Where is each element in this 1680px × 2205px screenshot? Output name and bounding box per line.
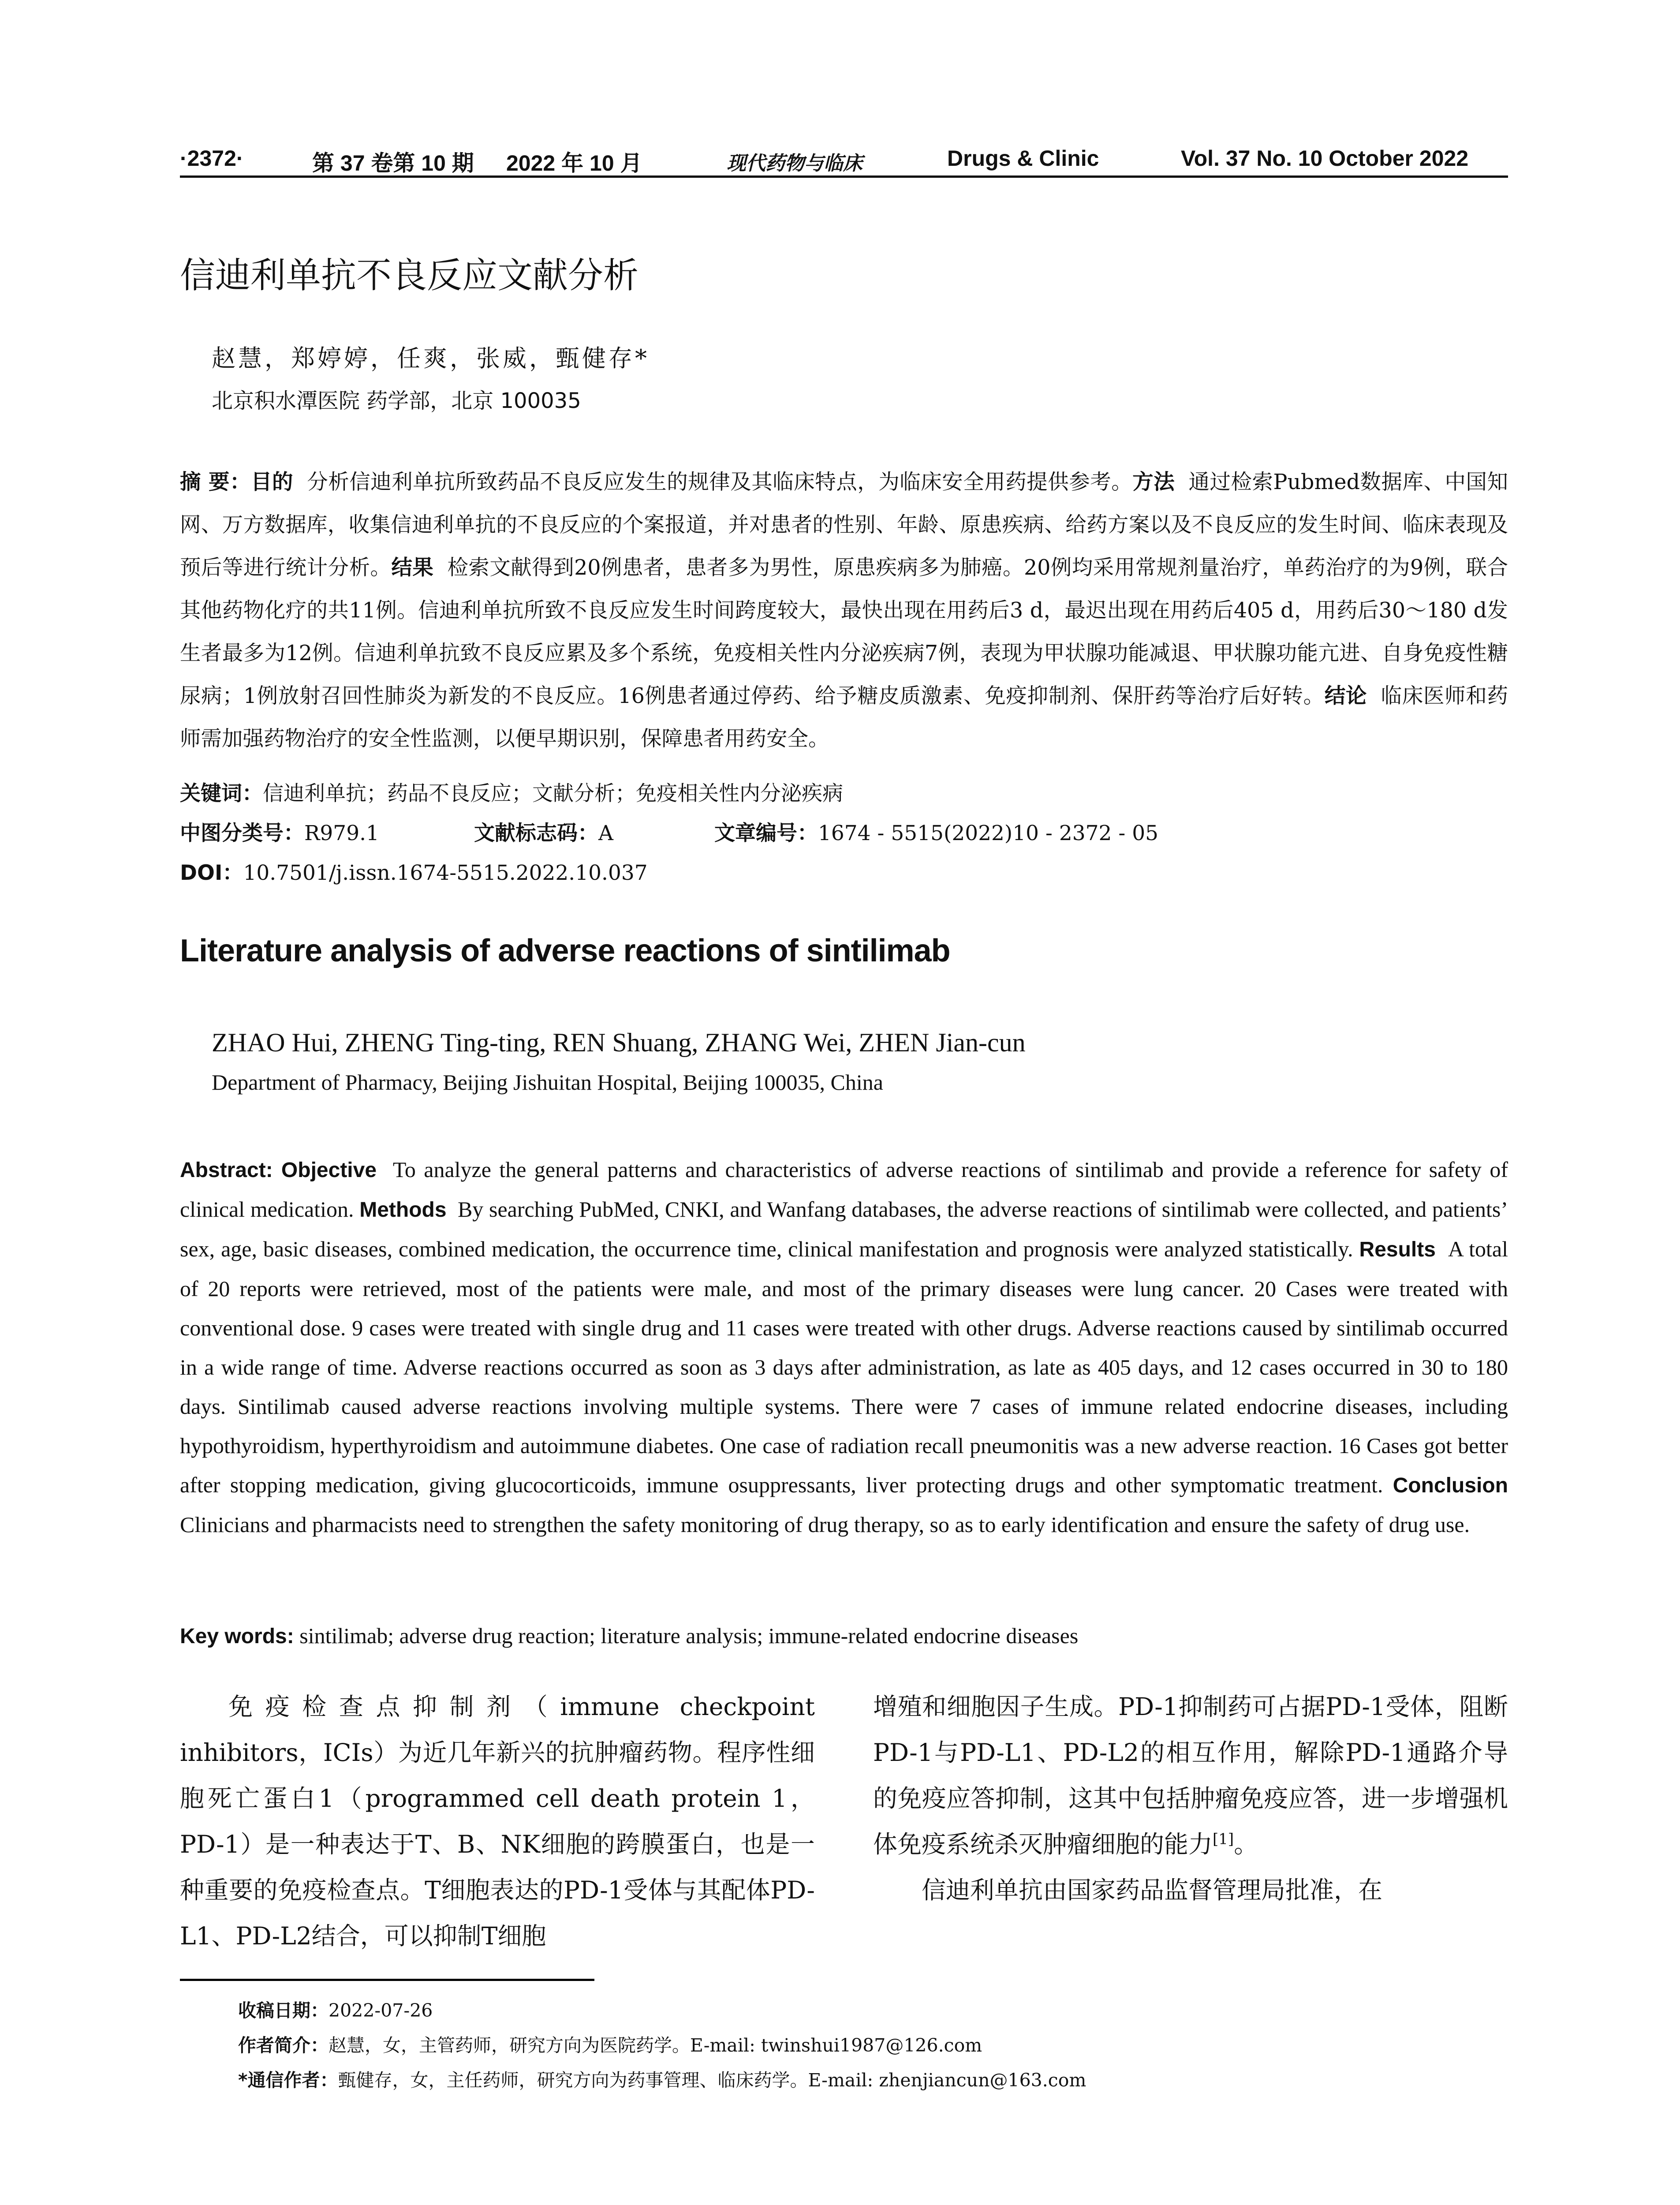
objective-cn: 分析信迪利单抗所致药品不良反应发生的规律及其临床特点，为临床安全用药提供参考。 [307,470,1133,494]
objective-label-cn: 目的 [251,470,294,494]
conclusion-cn: 临床医师和药师需加强药物治疗的安全性监测，以便早期识别，保障患者用药安全。 [180,684,1508,751]
doi-label: DOI： [180,861,243,885]
abstract-label-cn: 摘 要： [180,470,251,494]
body-paragraph: 信迪利单抗由国家药品监督管理局批准，在 [922,1876,1383,1904]
volume-cn: 第 37 卷第 10 期 [312,151,474,176]
methods-cn: 通过检索Pubmed数据库、中国知网、万方数据库，收集信迪利单抗的不良反应的个案报道，并对患者的性别、年龄、原患疾病、给药方案以及不良反应的发生时间、临床表现及预后等进行统计分析。 [180,470,1508,580]
results-en: A total of 20 reports were retrieved, most of the patients were male, and most of the primary diseases were lung cancer. 20 Cases were treated with conventional dose. 9 cases were treated with single drug and 11 cases were treated with other drugs. Adverse reactions caused by sintilimab occurred in a wide range of time. Adverse reactions occurred as soon as 3 days after administration, as late as 405 days, and 12 cases occurred in 30 to 180 days. Sintilimab caused adverse reactions involving multiple systems. There were 7 cases of immune related endocrine diseases, including hypothyroidism, hyperthyroidism and autoimmune diabetes. One case of radiation recall pneumonitis was a new adverse reaction. 16 Cases got better after stopping medication, giving glucocorticoids, immune osuppressants, liver protecting drugs and other symptomatic treatment. [180,1237,1508,1497]
received-label: 收稿日期： [238,2000,329,2021]
corresp-label: *通信作者： [238,2070,338,2091]
conclusion-label-en: Conclusion [1393,1474,1508,1497]
keywords-en-line [180,1623,1078,1648]
journal-name-cn: 现代药物与临床 [727,152,862,175]
abstract-cn [180,461,1508,760]
article-no-line [714,817,1158,846]
conclusion-label-cn: 结论 [1324,684,1367,708]
affiliation-cn: 北京积水潭医院 药学部，北京 100035 [212,389,581,413]
page-number: ·2372· [180,146,244,171]
results-label-en: Results [1359,1238,1436,1261]
body-paragraph-continued [873,1684,1508,1867]
running-header [180,140,1508,178]
body-text: 增殖和细胞因子生成。PD-1抑制药可占据PD-1受体，阻断PD-1与PD-L1、PD-L2的相互作用，解除PD-1通路介导的免疫应答抑制，这其中包括肿瘤免疫应答，进一步增强机体免疫系统杀灭肿瘤细胞的能力 [873,1693,1508,1858]
classification-line [180,817,379,846]
footnote-divider [180,1979,594,1981]
date-cn: 2022 年 10 月 [506,151,642,176]
keywords-cn-line [180,777,843,807]
footnote-corresponding [238,2063,1086,2098]
doc-code-value: A [598,821,613,845]
keywords-cn: 信迪利单抗；药品不良反应；文献分析；免疫相关性内分泌疾病 [263,781,843,806]
footnote-received [238,1993,1086,2028]
methods-label-en: Methods [359,1198,447,1222]
results-label-cn: 结果 [391,556,434,580]
conclusion-en: Clinicians and pharmacists need to strengthen the safety monitoring of drug therapy, so as to early identification and ensure the safety of drug use. [180,1512,1470,1537]
body-text-end: 。 [1234,1830,1258,1858]
affiliation-en: Department of Pharmacy, Beijing Jishuitan Hospital, Beijing 100035, China [212,1070,883,1095]
journal-name-en: Drugs & Clinic [947,146,1099,171]
author-bio: 赵慧，女，主管药师，研究方向为医院药学。E-mail: twinshui1987@126.com [329,2035,982,2056]
doi-value: 10.7501/j.issn.1674-5515.2022.10.037 [243,861,648,885]
footnote-author [238,2028,1086,2063]
keywords-en-label: Key words: [180,1625,294,1648]
abstract-en [180,1150,1508,1544]
corresp-info: 甄健存，女，主任药师，研究方向为药事管理、临床药学。E-mail: zhenjiancun@163.com [338,2070,1086,2091]
body-paragraph: 免疫检查点抑制剂（immune checkpoint inhibitors，ICIs）为近几年新兴的抗肿瘤药物。程序性细胞死亡蛋白1（programmed cell death protein 1，PD-1）是一种表达于T、B、NK细胞的跨膜蛋白，也是一种重要的免疫检查点。T细胞表达的PD-1受体与其配体PD-L1、PD-L2结合，可以抑制T细胞 [180,1693,815,1950]
clc-value: R979.1 [304,821,379,845]
body-column-right [873,1684,1508,1913]
results-cn: 检索文献得到20例患者，患者多为男性，原患疾病多为肺癌。20例均采用常规剂量治疗，单药治疗的为9例，联合其他药物化疗的共11例。信迪利单抗所致不良反应发生时间跨度较大，最快出现在用药后3 d，最迟出现在用药后405 d，用药后30～180 d发生者最多为12例。信迪利单抗致不良反应累及多个系统，免疫相关性内分泌疾病7例，表现为甲状腺功能减退、甲状腺功能亢进、自身免疫性糖尿病；1例放射召回性肺炎为新发的不良反应。16例患者通过停药、给予糖皮质激素、免疫抑制剂、保肝药等治疗后好转。 [180,556,1508,708]
keywords-cn-label: 关键词： [180,781,263,806]
article-no-label: 文章编号： [714,821,818,845]
author-label: 作者简介： [238,2035,329,2056]
article-title-en: Literature analysis of adverse reactions of sintilimab [180,933,950,968]
objective-en: To analyze the general patterns and characteristics of adverse reactions of sintilimab and provide a reference for safety of clinical medication. [180,1157,1508,1222]
doc-code-label: 文献标志码： [474,821,598,845]
received-date: 2022-07-26 [329,2000,433,2021]
volume-en: Vol. 37 No. 10 October 2022 [1181,146,1469,171]
authors-en: ZHAO Hui, ZHENG Ting-ting, REN Shuang, ZHANG Wei, ZHEN Jian-cun [212,1028,1026,1057]
article-no-value: 1674 - 5515(2022)10 - 2372 - 05 [818,821,1159,845]
citation-ref[interactable]: [1] [1213,1830,1234,1848]
article-title-cn: 信迪利单抗不良反应文献分析 [180,255,638,296]
authors-cn: 赵慧，郑婷婷，任爽，张威，甄健存* [212,344,650,372]
objective-label-en: Abstract: Objective [180,1159,377,1182]
methods-en: By searching PubMed, CNKI, and Wanfang databases, the adverse reactions of sintilimab were collected, and patients’ sex, age, basic diseases, combined medication, the occurrence time, clinical manifestation and prognosis were analyzed statistically. [180,1197,1508,1261]
doc-code-line [474,817,613,846]
body-column-left [180,1684,815,1959]
methods-label-cn: 方法 [1132,470,1175,494]
keywords-en: sintilimab; adverse drug reaction; literature analysis; immune-related endocrine diseases [299,1623,1079,1648]
footnotes [238,1993,1086,2098]
doi-line [180,856,648,886]
clc-label: 中图分类号： [180,821,304,845]
